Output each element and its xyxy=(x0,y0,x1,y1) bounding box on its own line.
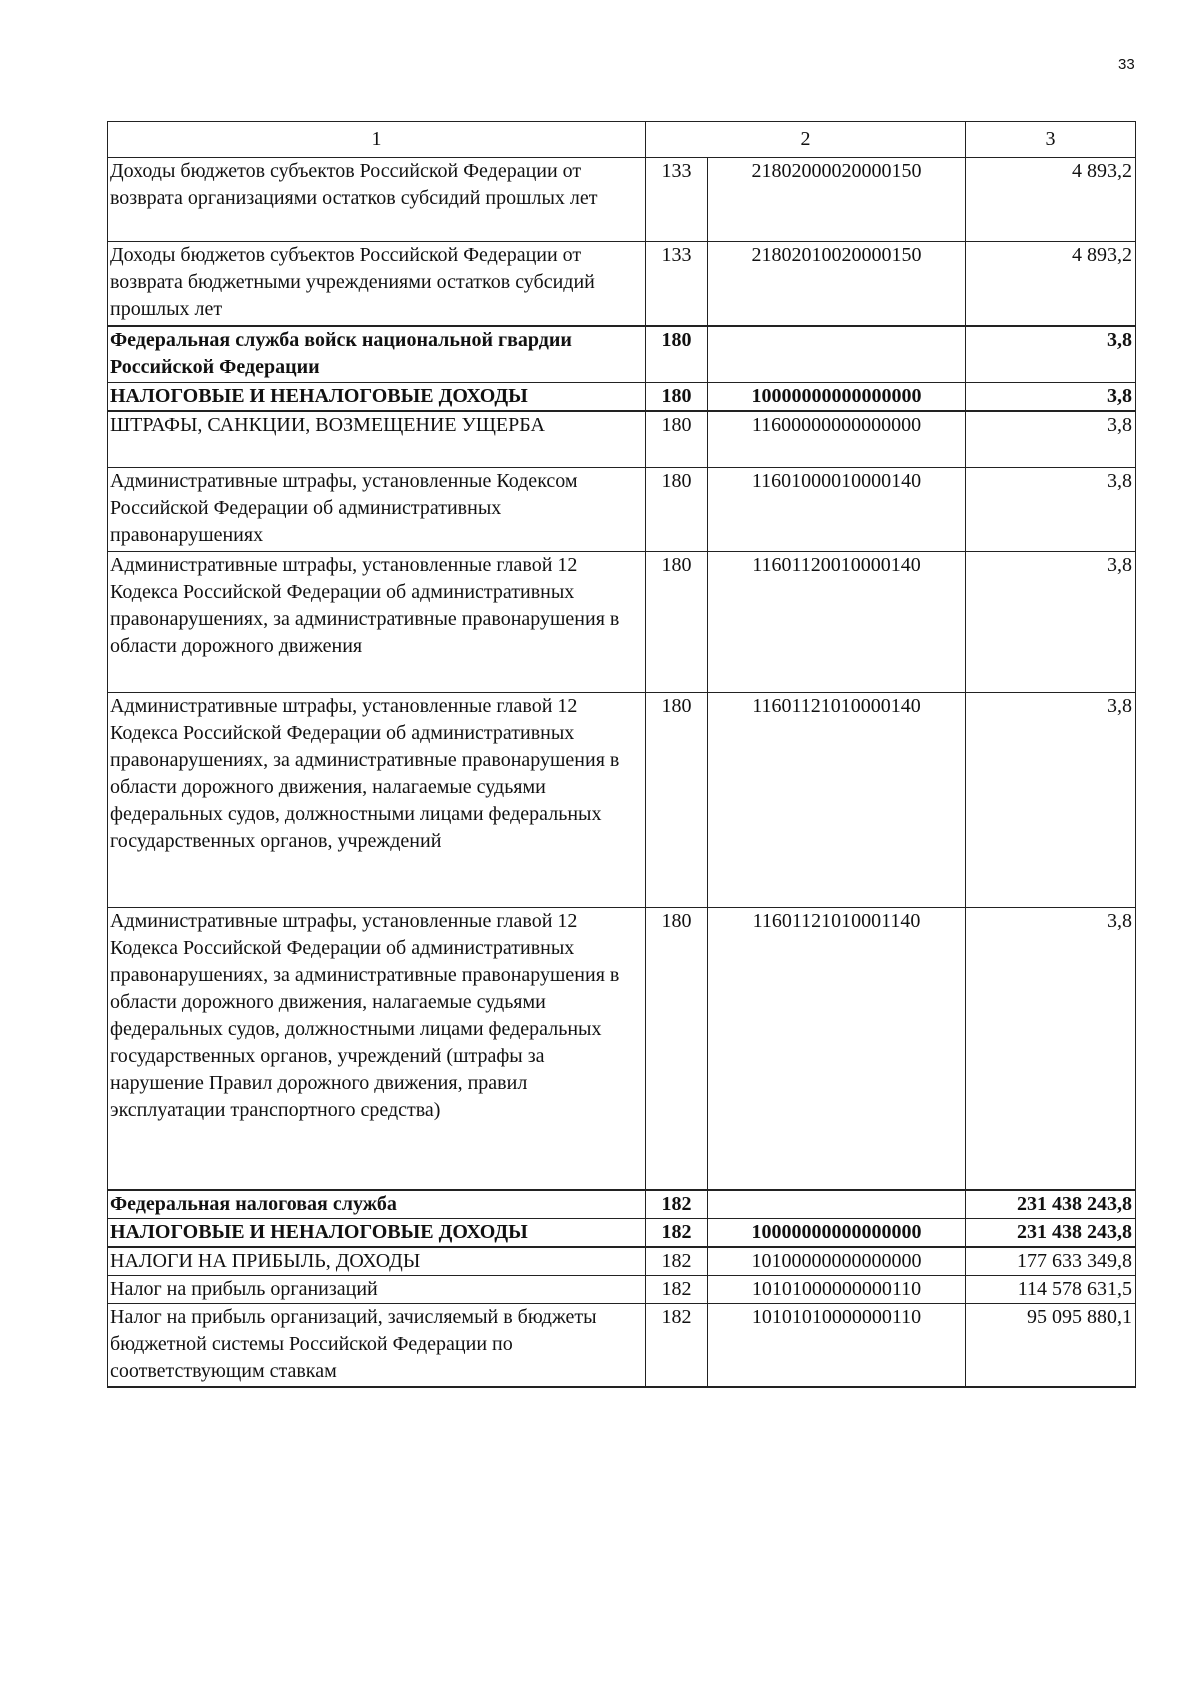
row-admin-code: 180 xyxy=(646,383,708,412)
row-budget-code xyxy=(708,1190,966,1219)
table-row xyxy=(108,242,1136,326)
row-sum: 3,8 xyxy=(966,411,1136,467)
row-sum: 231 438 243,8 xyxy=(966,1190,1136,1219)
row-sum: 3,8 xyxy=(966,907,1136,1190)
row-admin-code: 180 xyxy=(646,551,708,692)
row-budget-code: 11601000010000140 xyxy=(708,467,966,551)
row-sum: 114 578 631,5 xyxy=(966,1276,1136,1304)
row-admin-code: 182 xyxy=(646,1190,708,1219)
row-name: Налог на прибыль организаций xyxy=(108,1276,646,1304)
table-row xyxy=(108,1247,1136,1276)
table-row xyxy=(108,158,1136,242)
row-budget-code: 21802010020000150 xyxy=(708,242,966,326)
row-name: НАЛОГИ НА ПРИБЫЛЬ, ДОХОДЫ xyxy=(108,1247,646,1276)
row-sum: 95 095 880,1 xyxy=(966,1304,1136,1387)
row-admin-code: 133 xyxy=(646,242,708,326)
row-admin-code: 182 xyxy=(646,1247,708,1276)
row-budget-code: 21802000020000150 xyxy=(708,158,966,242)
revenue-table xyxy=(107,121,1136,1388)
row-name: Доходы бюджетов субъектов Российской Федерации от возврата организациями остатков субсидий прошлых лет xyxy=(108,158,646,242)
header-col-2: 2 xyxy=(646,122,966,158)
table-row xyxy=(108,1219,1136,1248)
row-budget-code: 10101000000000110 xyxy=(708,1276,966,1304)
row-name: Доходы бюджетов субъектов Российской Федерации от возврата бюджетными учреждениями остатков субсидий прошлых лет xyxy=(108,242,646,326)
header-col-1: 1 xyxy=(108,122,646,158)
table-row xyxy=(108,411,1136,467)
row-name: Административные штрафы, установленные главой 12 Кодекса Российской Федерации об административных правонарушениях, за административные правонарушения в области дорожного движения xyxy=(108,551,646,692)
row-name: Административные штрафы, установленные главой 12 Кодекса Российской Федерации об административных правонарушениях, за административные правонарушения в области дорожного движения, налагаемые судьями федеральных судов, должностными лицами федеральных государственных органов, учреждений xyxy=(108,692,646,907)
row-budget-code: 11601120010000140 xyxy=(708,551,966,692)
row-admin-code: 180 xyxy=(646,692,708,907)
row-budget-code: 10100000000000000 xyxy=(708,1247,966,1276)
page-number: 33 xyxy=(1118,56,1135,73)
row-name: Административные штрафы, установленные Кодексом Российской Федерации об административных правонарушениях xyxy=(108,467,646,551)
row-admin-code: 180 xyxy=(646,907,708,1190)
table-row xyxy=(108,1190,1136,1219)
table-row xyxy=(108,467,1136,551)
row-admin-code: 182 xyxy=(646,1219,708,1248)
table-row xyxy=(108,551,1136,692)
row-sum: 3,8 xyxy=(966,383,1136,412)
row-name: НАЛОГОВЫЕ И НЕНАЛОГОВЫЕ ДОХОДЫ xyxy=(108,1219,646,1248)
row-sum: 3,8 xyxy=(966,551,1136,692)
row-budget-code: 10101010000000110 xyxy=(708,1304,966,1387)
row-admin-code: 180 xyxy=(646,467,708,551)
row-sum: 4 893,2 xyxy=(966,158,1136,242)
table-row xyxy=(108,692,1136,907)
row-admin-code: 182 xyxy=(646,1304,708,1387)
row-sum: 3,8 xyxy=(966,467,1136,551)
row-sum: 3,8 xyxy=(966,692,1136,907)
row-admin-code: 182 xyxy=(646,1276,708,1304)
row-name: Федеральная служба войск национальной гвардии Российской Федерации xyxy=(108,326,646,383)
table-row xyxy=(108,907,1136,1190)
row-sum: 231 438 243,8 xyxy=(966,1219,1136,1248)
row-admin-code: 133 xyxy=(646,158,708,242)
row-budget-code: 10000000000000000 xyxy=(708,383,966,412)
table-row xyxy=(108,383,1136,412)
table-row xyxy=(108,1276,1136,1304)
row-admin-code: 180 xyxy=(646,326,708,383)
row-budget-code: 11601121010001140 xyxy=(708,907,966,1190)
table-header-row xyxy=(108,122,1136,158)
row-name: Налог на прибыль организаций, зачисляемый в бюджеты бюджетной системы Российской Федерации по соответствующим ставкам xyxy=(108,1304,646,1387)
row-budget-code: 10000000000000000 xyxy=(708,1219,966,1248)
row-sum: 177 633 349,8 xyxy=(966,1247,1136,1276)
row-sum: 4 893,2 xyxy=(966,242,1136,326)
header-col-3: 3 xyxy=(966,122,1136,158)
row-admin-code: 180 xyxy=(646,411,708,467)
row-name: Административные штрафы, установленные главой 12 Кодекса Российской Федерации об административных правонарушениях, за административные правонарушения в области дорожного движения, налагаемые судьями федеральных судов, должностными лицами федеральных государственных органов, учреждений (штрафы за нарушение Правил дорожного движения, правил эксплуатации транспортного средства) xyxy=(108,907,646,1190)
table-row xyxy=(108,1304,1136,1387)
row-name: Федеральная налоговая служба xyxy=(108,1190,646,1219)
row-budget-code: 11600000000000000 xyxy=(708,411,966,467)
row-name: ШТРАФЫ, САНКЦИИ, ВОЗМЕЩЕНИЕ УЩЕРБА xyxy=(108,411,646,467)
row-sum: 3,8 xyxy=(966,326,1136,383)
row-budget-code: 11601121010000140 xyxy=(708,692,966,907)
table-row xyxy=(108,326,1136,383)
row-name: НАЛОГОВЫЕ И НЕНАЛОГОВЫЕ ДОХОДЫ xyxy=(108,383,646,412)
row-budget-code xyxy=(708,326,966,383)
